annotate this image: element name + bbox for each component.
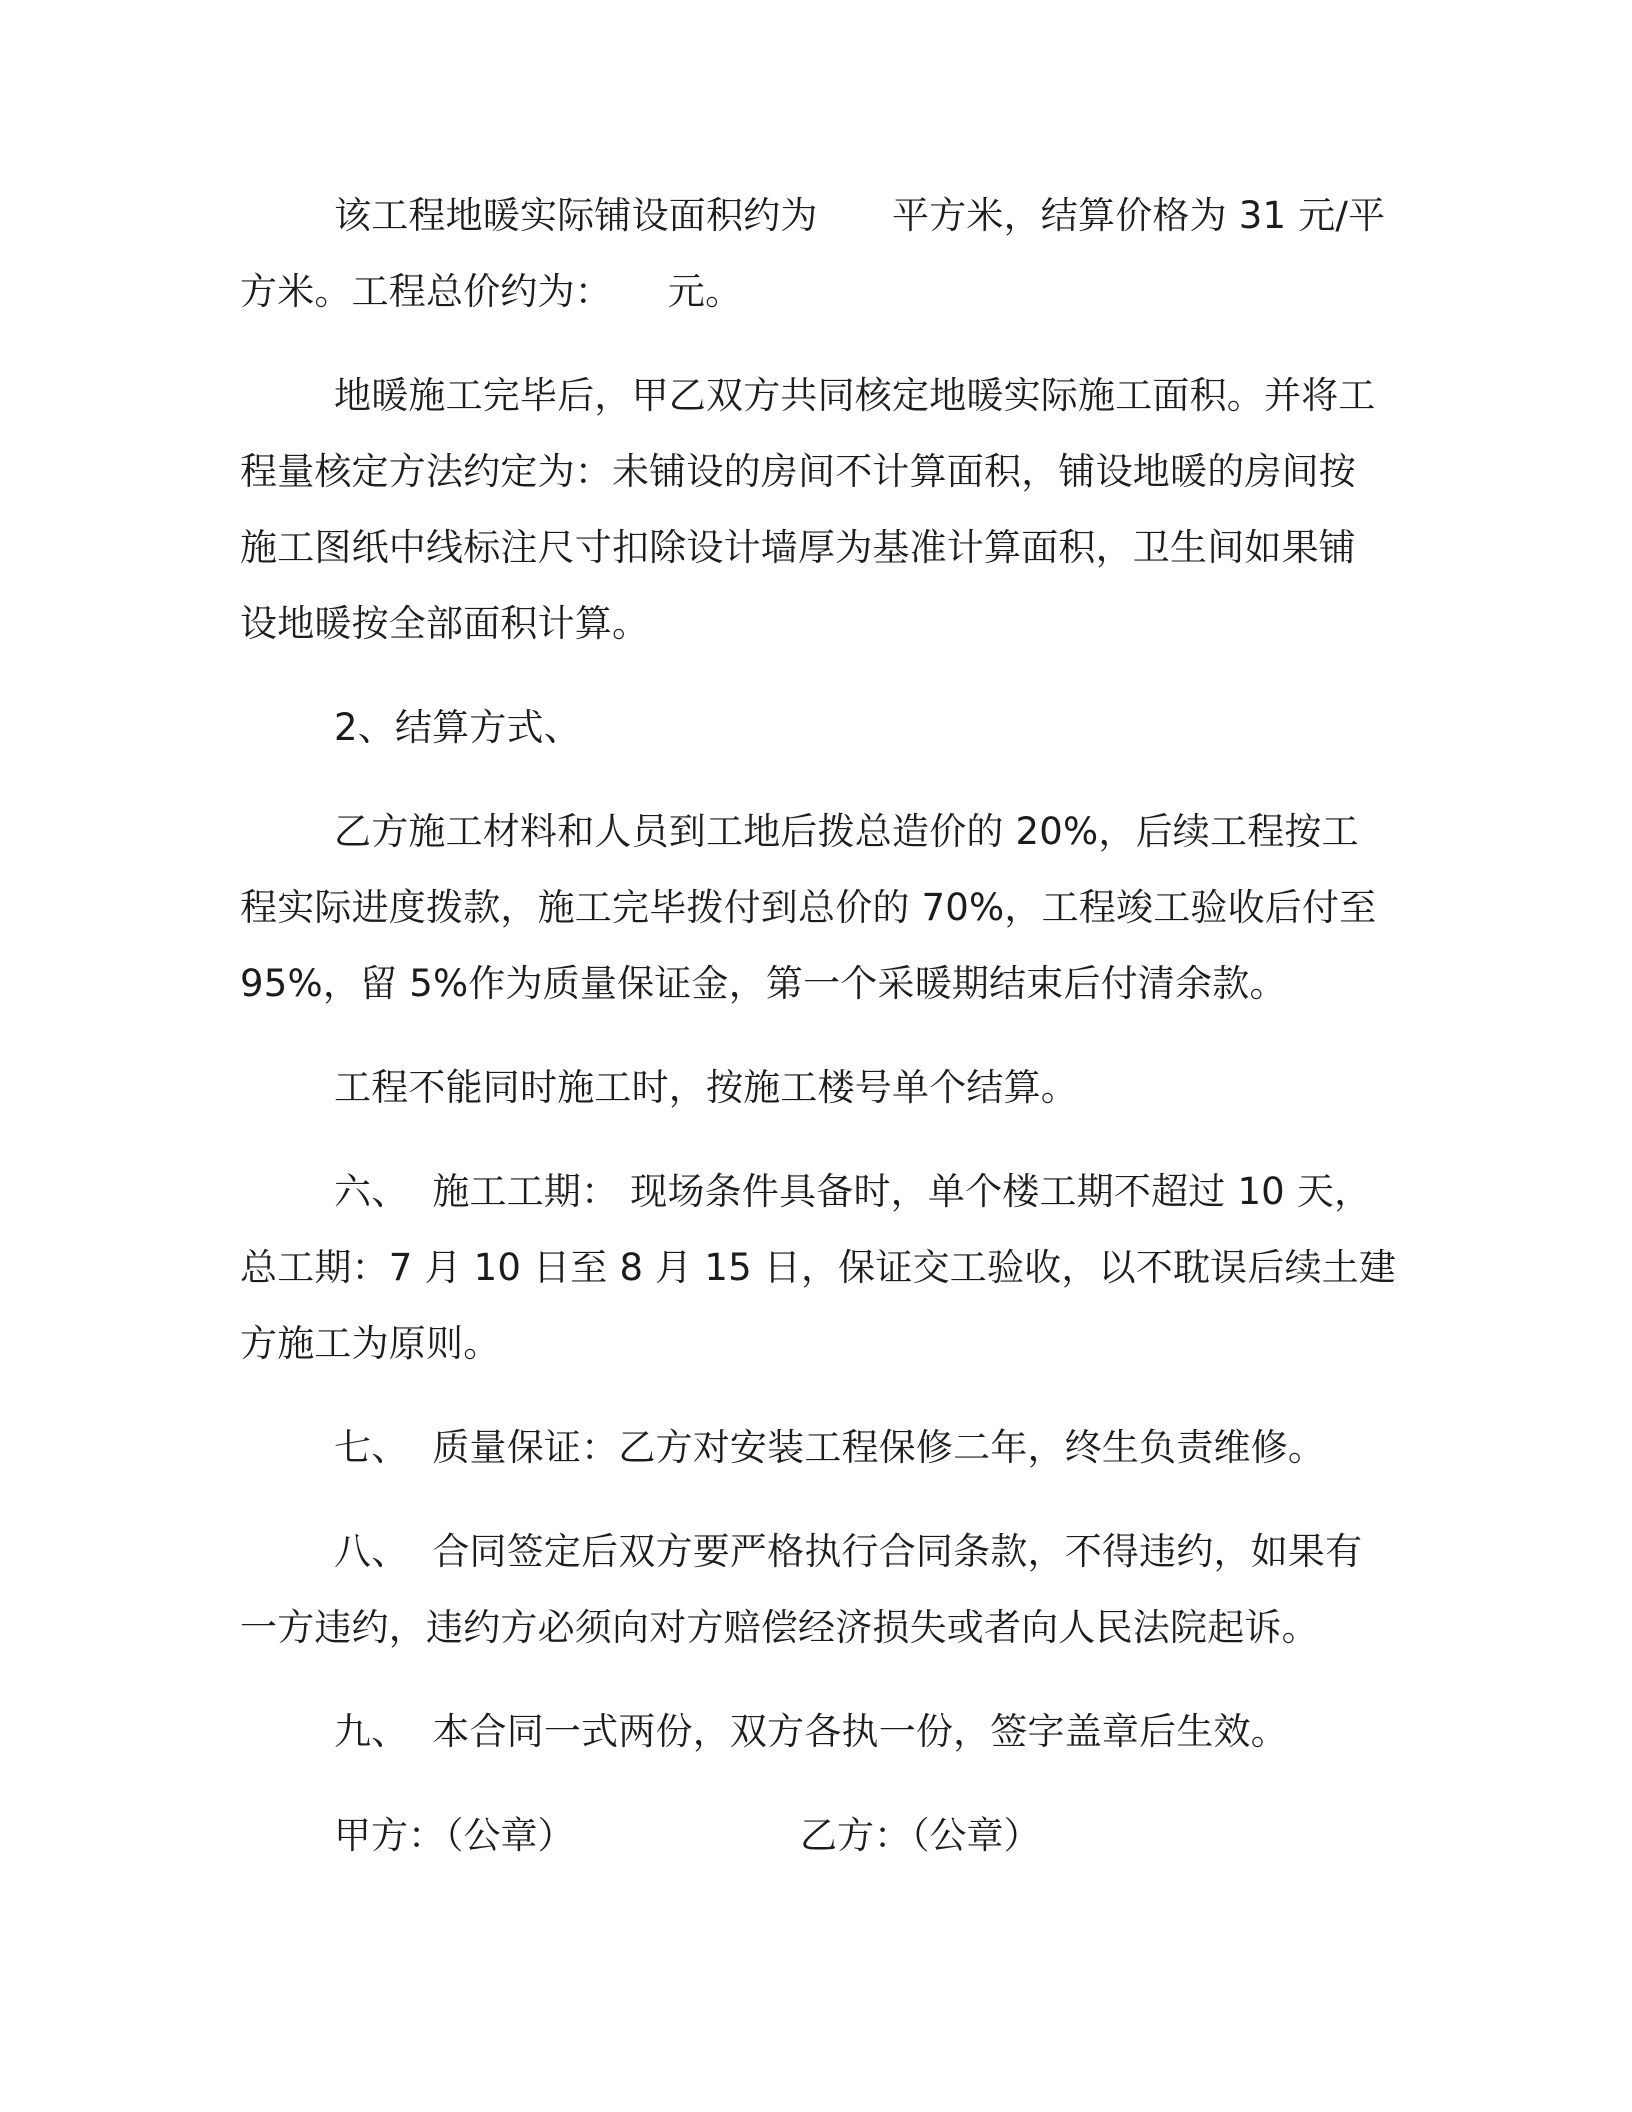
text-line: 方施工为原则。 bbox=[240, 1322, 501, 1365]
party-b-seal: 乙方：（公章） bbox=[800, 1814, 1041, 1857]
paragraph-area-measurement bbox=[240, 358, 1380, 662]
paragraph-per-building-settlement bbox=[240, 1050, 1380, 1126]
text-line: 程实际进度拨款，施工完毕拨付到总价的 70%，工程竣工验收后付至 bbox=[240, 886, 1377, 929]
text-line: 六、 施工工期： 现场条件具备时，单个楼工期不超过 10 天， bbox=[334, 1170, 1372, 1213]
clause-copies-and-effect bbox=[240, 1694, 1380, 1770]
document-body bbox=[240, 178, 1397, 1902]
clause-construction-period bbox=[240, 1154, 1397, 1382]
party-a-seal: 甲方：（公章） bbox=[334, 1814, 575, 1857]
paragraph-payment-schedule bbox=[240, 794, 1380, 1022]
text-line: 地暖施工完毕后，甲乙双方共同核定地暖实际施工面积。并将工 bbox=[334, 374, 1376, 417]
text-line: 七、 质量保证：乙方对安装工程保修二年，终生负责维修。 bbox=[334, 1426, 1326, 1469]
text-line: 八、 合同签定后双方要严格执行合同条款，不得违约，如果有 bbox=[334, 1530, 1363, 1573]
text-line: 总工期：7 月 10 日至 8 月 15 日，保证交工验收，以不耽误后续土建 bbox=[240, 1246, 1397, 1289]
text-line: 方米。工程总价约为： 元。 bbox=[240, 270, 743, 313]
signature-block bbox=[240, 1798, 1380, 1874]
paragraph-area-and-price bbox=[240, 178, 1386, 330]
section-heading: 2、结算方式、 bbox=[334, 706, 581, 749]
clause-breach-of-contract bbox=[240, 1514, 1380, 1666]
text-line: 程量核定方法约定为：未铺设的房间不计算面积，铺设地暖的房间按 bbox=[240, 450, 1356, 493]
clause-quality-guarantee bbox=[240, 1410, 1380, 1486]
text-line: 施工图纸中线标注尺寸扣除设计墙厚为基准计算面积，卫生间如果铺 bbox=[240, 526, 1356, 569]
text-line: 95%，留 5%作为质量保证金，第一个采暖期结束后付清余款。 bbox=[240, 962, 1287, 1005]
text-line: 该工程地暖实际铺设面积约为 平方米，结算价格为 31 元/平 bbox=[334, 194, 1386, 237]
text-line: 工程不能同时施工时，按施工楼号单个结算。 bbox=[334, 1066, 1078, 1109]
text-line: 九、 本合同一式两份，双方各执一份，签字盖章后生效。 bbox=[334, 1710, 1288, 1753]
section-heading-settlement-method bbox=[240, 690, 1380, 766]
text-line: 设地暖按全部面积计算。 bbox=[240, 602, 650, 645]
text-line: 一方违约，违约方必须向对方赔偿经济损失或者向人民法院起诉。 bbox=[240, 1606, 1319, 1649]
text-line: 乙方施工材料和人员到工地后拨总造价的 20%，后续工程按工 bbox=[334, 810, 1359, 853]
